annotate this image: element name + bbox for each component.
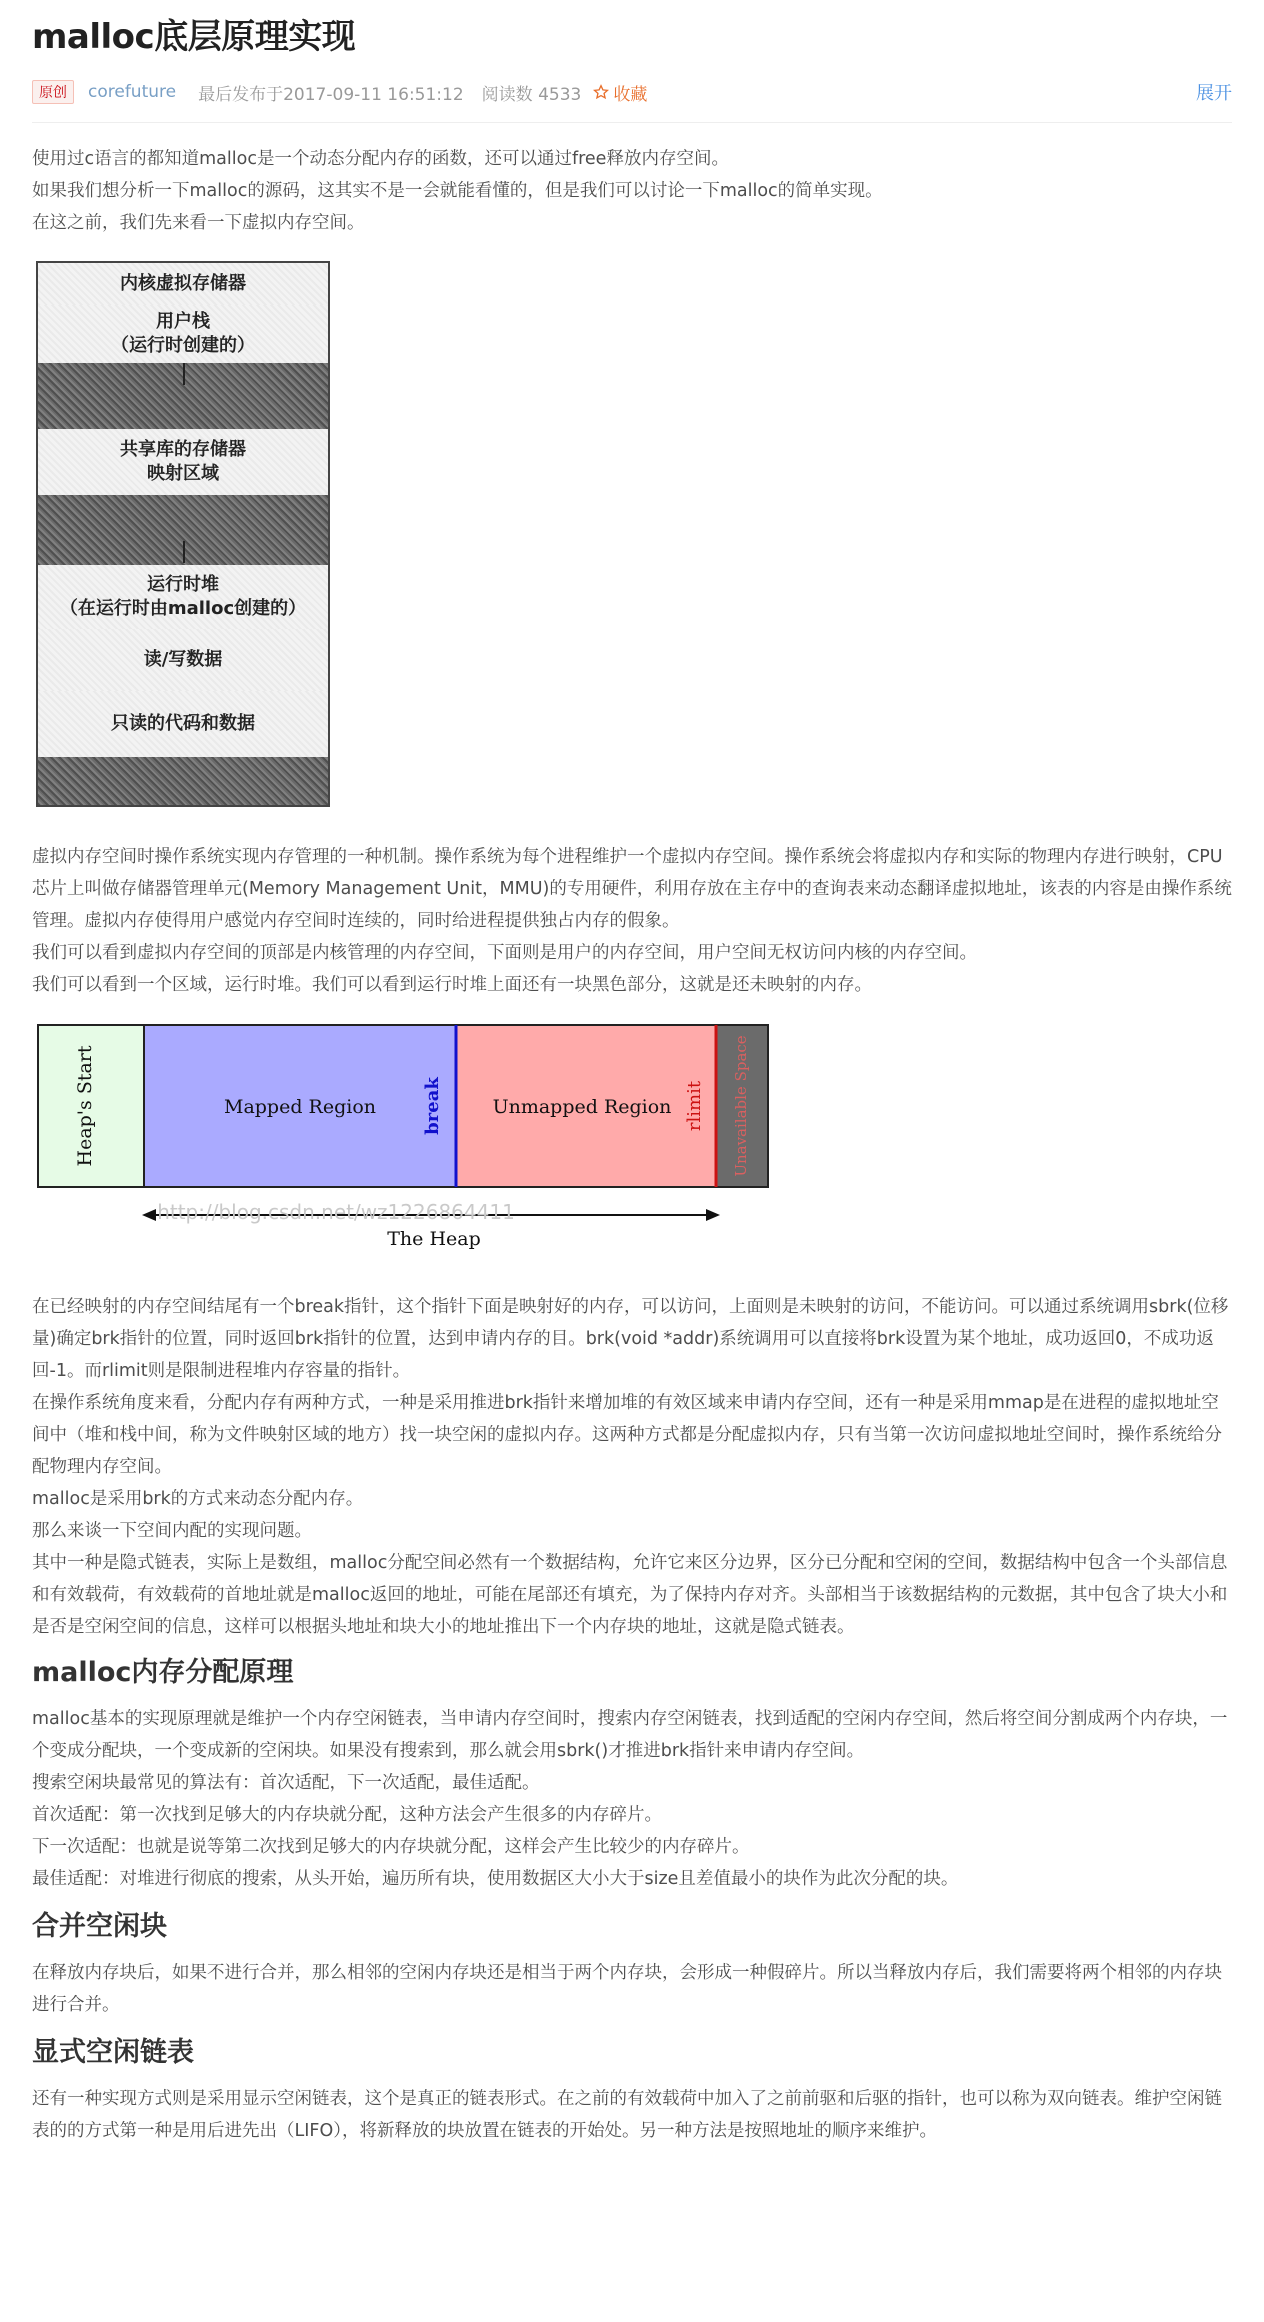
- shared-lib-note: 映射区域: [147, 463, 219, 484]
- intro-paragraph: 在这之前，我们先来看一下虚拟内存空间。: [32, 213, 365, 233]
- unavailable-label: Unavailable Space: [732, 1035, 750, 1177]
- original-badge: 原创: [32, 80, 74, 104]
- user-stack-segment: [38, 305, 328, 364]
- favorite-label: 收藏: [613, 84, 648, 105]
- ro-code-label: 只读的代码和数据: [111, 713, 255, 734]
- body-paragraph: 那么来谈一下空间内配的实现问题。: [32, 1521, 312, 1541]
- malloc-paragraph: malloc基本的实现原理就是维护一个内存空闲链表，当申请内存空间时，搜索内存空闲链表，找到适配的空闲内存空间，然后将空间分割成两个内存块，一个变成分配块，一个变成新的空闲块。如果没有搜索到，那么就会用sbrk()才推进brk指针来申请内存空间。: [32, 1709, 1228, 1761]
- rlimit-label: rlimit: [684, 1080, 705, 1132]
- author-link[interactable]: corefuture: [88, 82, 177, 102]
- reserved-bottom-segment: [38, 757, 328, 805]
- unmapped-label: Unmapped Region: [492, 1096, 672, 1118]
- ro-code-segment: [38, 691, 328, 758]
- shared-lib-segment: [38, 429, 328, 496]
- malloc-paragraph: 最佳适配：对堆进行彻底的搜索，从头开始，遍历所有块，使用数据区大小大于size且差值最小的块作为此次分配的块。: [32, 1869, 959, 1889]
- malloc-paragraph: 下一次适配：也就是说等第二次找到足够大的内存块就分配，这样会产生比较少的内存碎片。: [32, 1837, 750, 1857]
- kernel-vm-label: 内核虚拟存储器: [120, 273, 246, 294]
- kernel-vm-segment: [38, 263, 328, 306]
- user-stack-note: （运行时创建的）: [111, 335, 255, 356]
- heap-caption: The Heap: [387, 1228, 481, 1250]
- virtual-memory-diagram: [36, 261, 330, 807]
- body-paragraph: 其中一种是隐式链表，实际上是数组，malloc分配空间必然有一个数据结构，允许它来区分边界，区分已分配和空闲的空间，数据结构中包含一个头部信息和有效载荷，有效载荷的首地址就是malloc返回的地址，可能在尾部还有填充，为了保持内存对齐。头部相当于该数据结构的元数据，其中包含了块大小和是否是空闲空间的信息，这样可以根据头地址和块大小的地址推出下一个内存块的地址，这就是隐式链表。: [32, 1553, 1228, 1637]
- merge-section: [32, 1907, 1232, 2021]
- vm-paragraph: 虚拟内存空间时操作系统实现内存管理的一种机制。操作系统为每个进程维护一个虚拟内存空间。操作系统会将虚拟内存和实际的物理内存进行映射，CPU芯片上叫做存储器管理单元(Memory Management Unit，MMU)的专用硬件，利用存放在主存中的查询表来动态翻译虚拟地址，该表的内容是由操作系统管理。虚拟内存使得用户感觉内存空间时连续的，同时给进程提供独占内存的假象。: [32, 847, 1232, 931]
- explicit-list-section: [32, 2033, 1232, 2147]
- heap-arrow-right-head: [706, 1209, 720, 1221]
- merge-heading: 合并空闲块: [32, 1911, 167, 1942]
- heap-diagram: [36, 1023, 776, 1251]
- rw-data-label: 读/写数据: [143, 649, 223, 670]
- read-count: 阅读数 4533: [481, 84, 582, 105]
- article-meta: [32, 72, 1232, 123]
- explicit-list-paragraph: 还有一种实现方式则是采用显示空闲链表，这个是真正的链表形式。在之前的有效载荷中加入了之前前驱和后驱的指针，也可以称为双向链表。维护空闲链表的的方式第一种是用后进先出（LIFO），将新释放的块放置在链表的开始处。另一种方法是按照地址的顺序来维护。: [32, 2089, 1222, 2141]
- article-title: malloc底层原理实现: [32, 17, 356, 57]
- body-paragraph: 在已经映射的内存空间结尾有一个break指针，这个指针下面是映射好的内存，可以访问，上面则是未映射的访问，不能访问。可以通过系统调用sbrk(位移量)确定brk指针的位置，同时返回brk指针的位置，达到申请内存的目。brk(void *addr)系统调用可以直接将brk设置为某个地址，成功返回0，不成功返回-1。而rlimit则是限制进程堆内存容量的指针。: [32, 1297, 1229, 1381]
- user-stack-label: 用户栈: [156, 311, 210, 332]
- heap-arrow-left-head: [142, 1209, 156, 1221]
- vm-section: [32, 841, 1232, 1001]
- intro-paragraph: 使用过c语言的都知道malloc是一个动态分配内存的函数，还可以通过free释放内存空间。: [32, 149, 729, 169]
- shared-lib-label: 共享库的存储器: [120, 439, 246, 460]
- malloc-paragraph: 首次适配：第一次找到足够大的内存块就分配，这种方法会产生很多的内存碎片。: [32, 1805, 662, 1825]
- body-section: [32, 1291, 1232, 1643]
- expand-link[interactable]: 展开: [1196, 83, 1232, 104]
- intro-section: [32, 143, 1232, 239]
- vm-paragraph: 我们可以看到一个区域，运行时堆。我们可以看到运行时堆上面还有一块黑色部分，这就是还未映射的内存。: [32, 975, 872, 995]
- runtime-heap-segment: [38, 565, 328, 630]
- favorite-button[interactable]: [593, 80, 647, 105]
- explicit-list-heading: 显式空闲链表: [32, 2037, 194, 2068]
- heap-up-arrow: [183, 541, 185, 563]
- vm-paragraph: 我们可以看到虚拟内存空间的顶部是内核管理的内存空间，下面则是用户的内存空间，用户空间无权访问内核的内存空间。: [32, 943, 977, 963]
- runtime-heap-note: （在运行时由malloc创建的）: [59, 598, 307, 619]
- malloc-section: [32, 1653, 1232, 1895]
- publish-date: 最后发布于2017-09-11 16:51:12: [198, 84, 464, 105]
- star-icon: [593, 84, 609, 100]
- body-paragraph: 在操作系统角度来看，分配内存有两种方式，一种是采用推进brk指针来增加堆的有效区域来申请内存空间，还有一种是采用mmap是在进程的虚拟地址空间中（堆和栈中间，称为文件映射区域的地方）找一块空闲的虚拟内存。这两种方式都是分配虚拟内存，只有当第一次访问虚拟地址空间时，操作系统给分配物理内存空间。: [32, 1393, 1222, 1477]
- watermark-text: http://blog.csdn.net/wz1226864411: [157, 1200, 515, 1224]
- intro-paragraph: 如果我们想分析一下malloc的源码，这其实不是一会就能看懂的，但是我们可以讨论一下malloc的简单实现。: [32, 181, 883, 201]
- heap-start-label: Heap's Start: [74, 1045, 96, 1167]
- malloc-heading: malloc内存分配原理: [32, 1657, 294, 1688]
- merge-paragraph: 在释放内存块后，如果不进行合并，那么相邻的空闲内存块还是相当于两个内存块，会形成一种假碎片。所以当释放内存后，我们需要将两个相邻的内存块进行合并。: [32, 1963, 1222, 2015]
- stack-down-arrow: [183, 363, 185, 385]
- break-label: break: [422, 1077, 443, 1135]
- runtime-heap-label: 运行时堆: [147, 574, 219, 595]
- mapped-label: Mapped Region: [223, 1096, 377, 1118]
- body-paragraph: malloc是采用brk的方式来动态分配内存。: [32, 1489, 364, 1509]
- rw-data-segment: [38, 629, 328, 692]
- malloc-paragraph: 搜索空闲块最常见的算法有：首次适配，下一次适配，最佳适配。: [32, 1773, 540, 1793]
